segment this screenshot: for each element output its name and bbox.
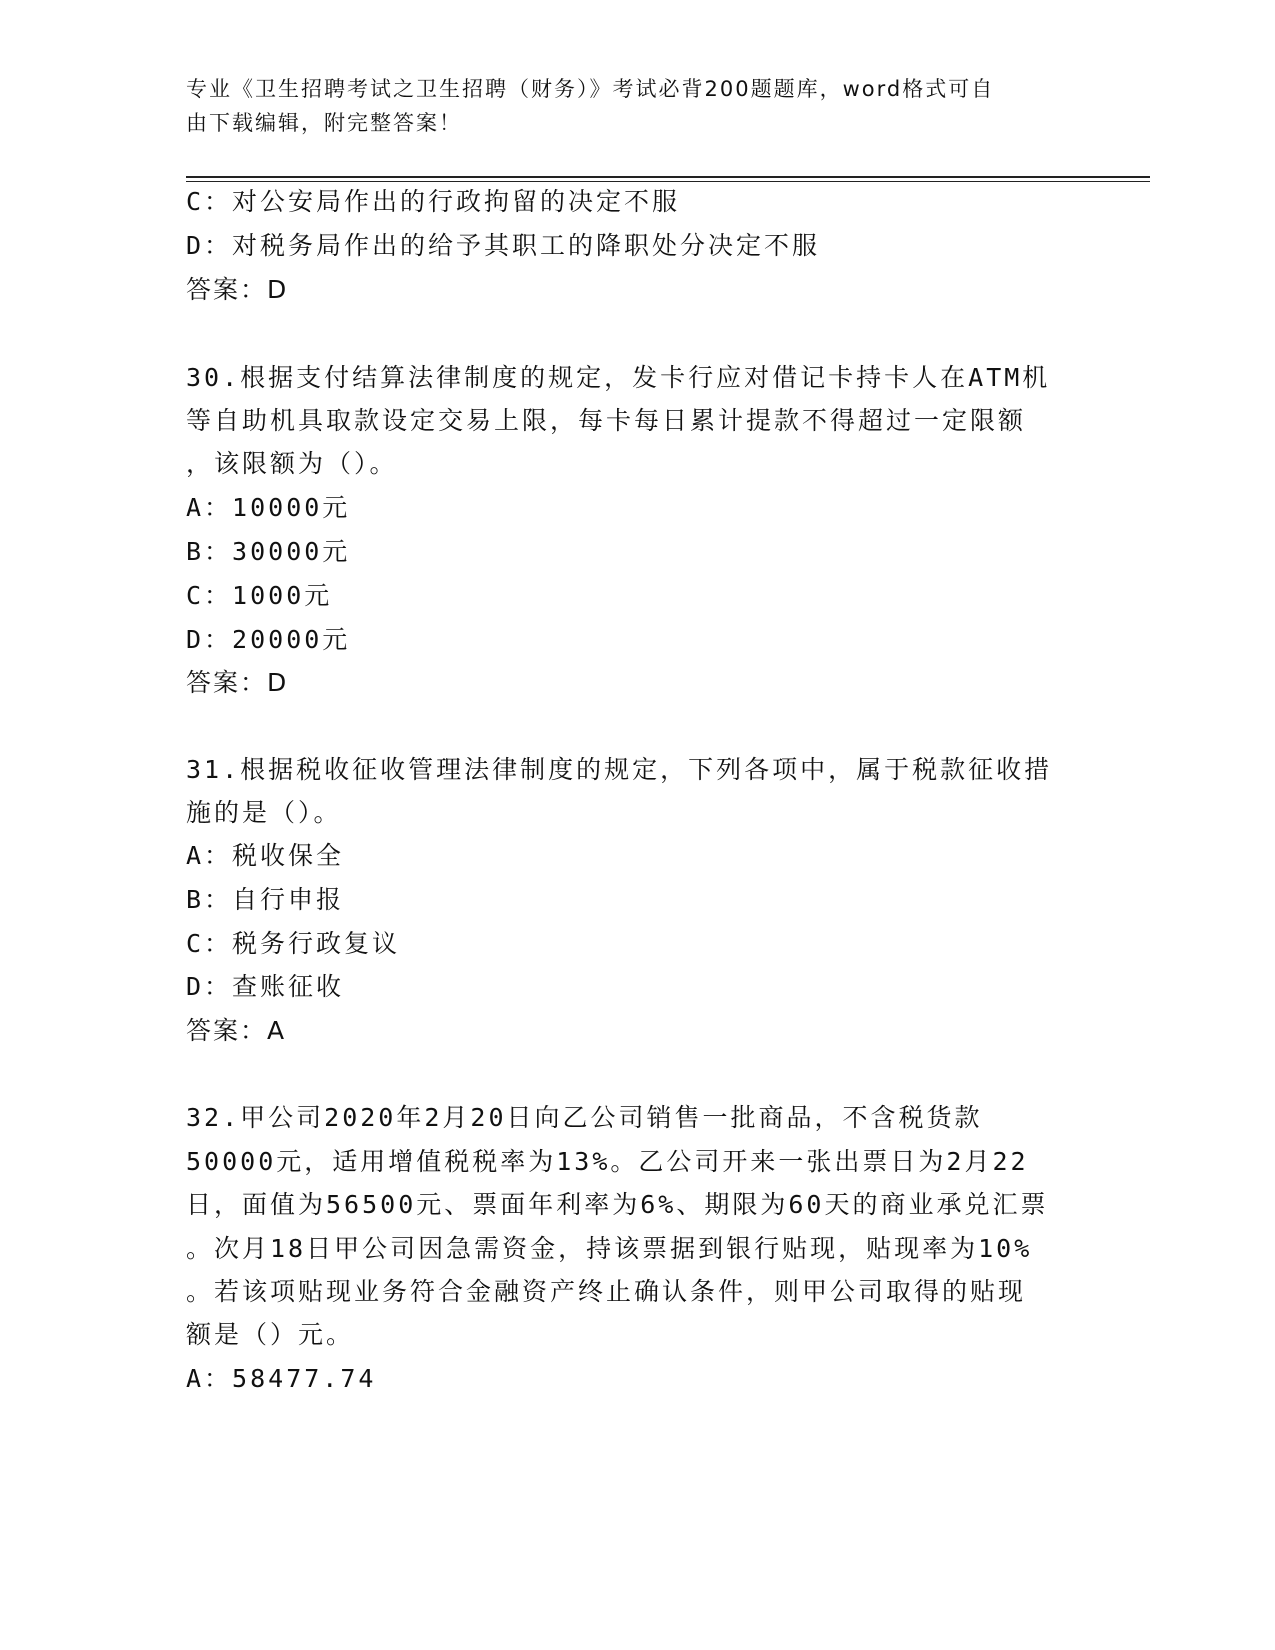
q31-option-d: D：查账征收 [186,972,345,1001]
q30-option-d: D：20000元 [186,625,351,654]
q31-option-b: B：自行申报 [186,885,345,914]
q30-answer: 答案：D [186,668,289,697]
q32-stem-line-4: 。次月18日甲公司因急需资金，持该票据到银行贴现，贴现率为10% [186,1234,1033,1263]
q32-stem-line-3: 日，面值为56500元、票面年利率为6%、期限为60天的商业承兑汇票 [186,1190,1049,1219]
header-divider-top [186,176,1150,178]
q29-option-d: D：对税务局作出的给予其职工的降职处分决定不服 [186,231,821,260]
q32-stem-line-5: 。若该项贴现业务符合金融资产终止确认条件，则甲公司取得的贴现 [186,1277,1027,1306]
q31-option-a: A：税收保全 [186,841,345,870]
q31-option-c: C：税务行政复议 [186,929,401,958]
q29-answer: 答案：D [186,275,289,304]
q30-stem-line-1: 30.根据支付结算法律制度的规定，发卡行应对借记卡持卡人在ATM机 [186,363,1051,392]
q32-option-a: A：58477.74 [186,1364,377,1393]
header-divider-bottom [186,181,1150,182]
q30-option-c: C：1000元 [186,581,333,610]
q32-stem-line-6: 额是（）元。 [186,1320,355,1349]
q31-stem-line-2: 施的是（）。 [186,798,342,827]
q30-stem-line-3: ，该限额为（）。 [186,449,398,478]
q32-stem-line-1: 32.甲公司2020年2月20日向乙公司销售一批商品，不含税货款 [186,1103,983,1132]
q32-stem-line-2: 50000元，适用增值税税率为13%。乙公司开来一张出票日为2月22 [186,1147,1029,1176]
q30-option-a: A：10000元 [186,493,351,522]
q30-stem-line-2: 等自助机具取款设定交易上限，每卡每日累计提款不得超过一定限额 [186,406,1027,435]
header-line-1: 专业《卫生招聘考试之卫生招聘（财务）》考试必背200题题库，word格式可自 [186,77,995,101]
q31-stem-line-1: 31.根据税收征收管理法律制度的规定，下列各项中，属于税款征收措 [186,755,1053,784]
page-header [186,72,1066,140]
header-line-2: 由下载编辑，附完整答案！ [186,111,462,135]
q31-answer: 答案：A [186,1016,287,1045]
q29-option-c: C：对公安局作出的行政拘留的决定不服 [186,187,681,216]
q30-option-b: B：30000元 [186,537,351,566]
